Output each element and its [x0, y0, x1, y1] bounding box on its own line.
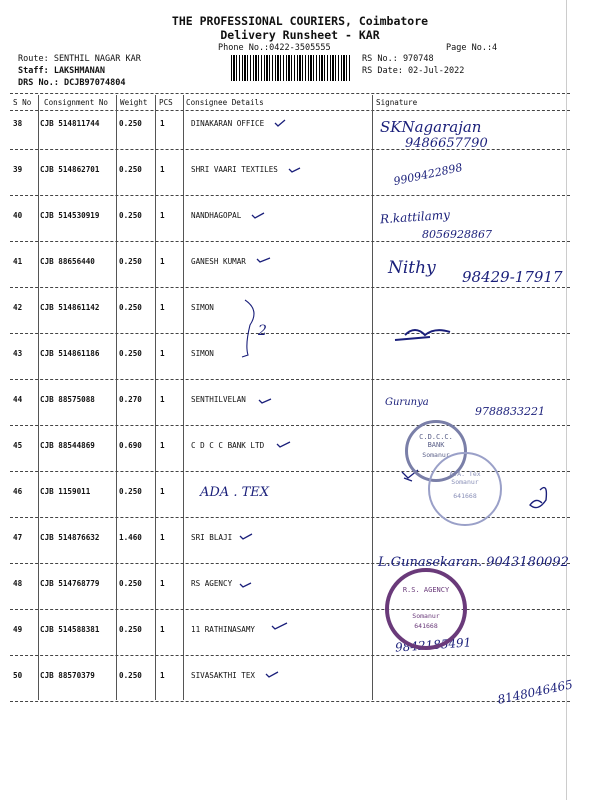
row-sno: 41: [13, 257, 23, 266]
row-weight: 0.250: [119, 257, 142, 266]
row-pcs: 1: [160, 257, 165, 266]
row-sno: 45: [13, 441, 23, 450]
row-consignee: SIMON: [191, 303, 214, 312]
row-weight: 0.250: [119, 671, 142, 680]
sig-row49-phone: 9842185491: [394, 635, 472, 655]
company-title: THE PROFESSIONAL COURIERS, Coimbatore: [171, 14, 429, 28]
row-weight: 0.250: [119, 349, 142, 358]
phone-number: Phone No.:0422-3505555: [218, 43, 331, 53]
col-signature: Signature: [376, 98, 418, 107]
row-consignment: CJB 1159011: [40, 487, 91, 496]
row-pcs: 1: [160, 303, 165, 312]
row-weight: 0.250: [119, 165, 142, 174]
row-weight: 0.690: [119, 441, 142, 450]
row-weight: 0.250: [119, 211, 142, 220]
row-consignment: CJB 514768779: [40, 579, 100, 588]
sig-row41: Nithy: [388, 258, 436, 278]
row-consignment: CJB 88544869: [40, 441, 95, 450]
row-pcs: 1: [160, 349, 165, 358]
row-weight: 0.250: [119, 625, 142, 634]
sig-row50-phone: 8148046465: [496, 677, 574, 707]
sig-row44: Gurunya: [385, 397, 429, 408]
row-sno: 48: [13, 579, 23, 588]
row-consignee: RS AGENCY: [191, 579, 233, 588]
row-consignee: SIMON: [191, 349, 214, 358]
row-consignment: CJB 88575088: [40, 395, 95, 404]
row-sno: 47: [13, 533, 23, 542]
row-weight: 0.250: [119, 487, 142, 496]
rs-date: RS Date: 02-Jul-2022: [362, 66, 465, 76]
row-pcs: 1: [160, 625, 165, 634]
row-pcs: 1: [160, 533, 165, 542]
row-sno: 38: [13, 119, 23, 128]
sig-row40-phone: 8056928867: [422, 228, 492, 241]
bracket-count: 2: [258, 323, 267, 339]
row-sno: 42: [13, 303, 23, 312]
sig-row38-phone: 9486657790: [405, 136, 488, 151]
row-sno: 44: [13, 395, 23, 404]
row-consignment: CJB 514861142: [40, 303, 100, 312]
col-sno: S No: [13, 98, 32, 107]
row-weight: 0.270: [119, 395, 142, 404]
row-weight: 0.250: [119, 119, 142, 128]
sig-row41-phone: 98429-17917: [462, 268, 563, 286]
row-consignee: SHRI VAARI TEXTILES: [191, 165, 278, 174]
sig-row48: L.Gunasekaran. 9043180092: [378, 555, 569, 570]
row-consignment: CJB 514862701: [40, 165, 100, 174]
cdcc-bank-stamp: C.D.C.C. BANK Somanur: [405, 420, 467, 482]
col-weight: Weight: [120, 98, 148, 107]
col-consignment: Consignment No: [44, 98, 109, 107]
row-pcs: 1: [160, 119, 165, 128]
row46-handwritten-name: ADA . TEX: [200, 485, 270, 500]
rs-number: RS No.: 970748: [362, 54, 434, 64]
row-sno: 46: [13, 487, 23, 496]
row-weight: 1.460: [119, 533, 142, 542]
sig-row38: SKNagarajan: [380, 118, 482, 136]
rs-agency-stamp: R.S. AGENCY Somanur 641668: [385, 568, 467, 650]
row-pcs: 1: [160, 487, 165, 496]
sig-row44-phone: 9788833221: [475, 405, 545, 418]
row-consignment: CJB 88656440: [40, 257, 95, 266]
row-consignee: SENTHILVELAN: [191, 395, 246, 404]
row-pcs: 1: [160, 441, 165, 450]
row-consignment: CJB 514861186: [40, 349, 100, 358]
row-pcs: 1: [160, 165, 165, 174]
row-sno: 43: [13, 349, 23, 358]
row-sno: 40: [13, 211, 23, 220]
runsheet-subtitle: Delivery Runsheet - KAR: [220, 28, 380, 42]
row-consignment: CJB 514811744: [40, 119, 100, 128]
staff: Staff: LAKSHMANAN: [18, 66, 105, 76]
row-consignment: CJB 88570379: [40, 671, 95, 680]
row-consignee: 11 RATHINASAMY: [191, 625, 256, 634]
aa-tex-stamp: A.A. Tex Somanur 641668: [428, 452, 502, 526]
row-weight: 0.250: [119, 579, 142, 588]
row-sno: 49: [13, 625, 23, 634]
row-pcs: 1: [160, 395, 165, 404]
drs-number: DRS No.: DCJB97074804: [18, 78, 126, 88]
row-pcs: 1: [160, 211, 165, 220]
row-consignee: DINAKARAN OFFICE: [191, 119, 265, 128]
row-consignee: NANDHAGOPAL: [191, 211, 242, 220]
row-consignment: CJB 514588381: [40, 625, 100, 634]
row-pcs: 1: [160, 671, 165, 680]
row-consignee: SRI BLAJI: [191, 533, 233, 542]
col-consignee: Consignee Details: [186, 98, 264, 107]
row-consignment: CJB 514530919: [40, 211, 100, 220]
row-sno: 39: [13, 165, 23, 174]
col-pcs: PCS: [159, 98, 173, 107]
row-weight: 0.250: [119, 303, 142, 312]
page-number: Page No.:4: [446, 43, 498, 53]
sig-row40: R.kattilamy: [379, 207, 451, 227]
route: Route: SENTHIL NAGAR KAR: [18, 54, 141, 64]
row-consignee: SIVASAKTHI TEX: [191, 671, 256, 680]
row-consignee: C D C C BANK LTD: [191, 441, 265, 450]
row-sno: 50: [13, 671, 23, 680]
sig-row39: 9909422898: [392, 160, 464, 189]
row-consignee: GANESH KUMAR: [191, 257, 246, 266]
row-pcs: 1: [160, 579, 165, 588]
row-consignment: CJB 514876632: [40, 533, 100, 542]
